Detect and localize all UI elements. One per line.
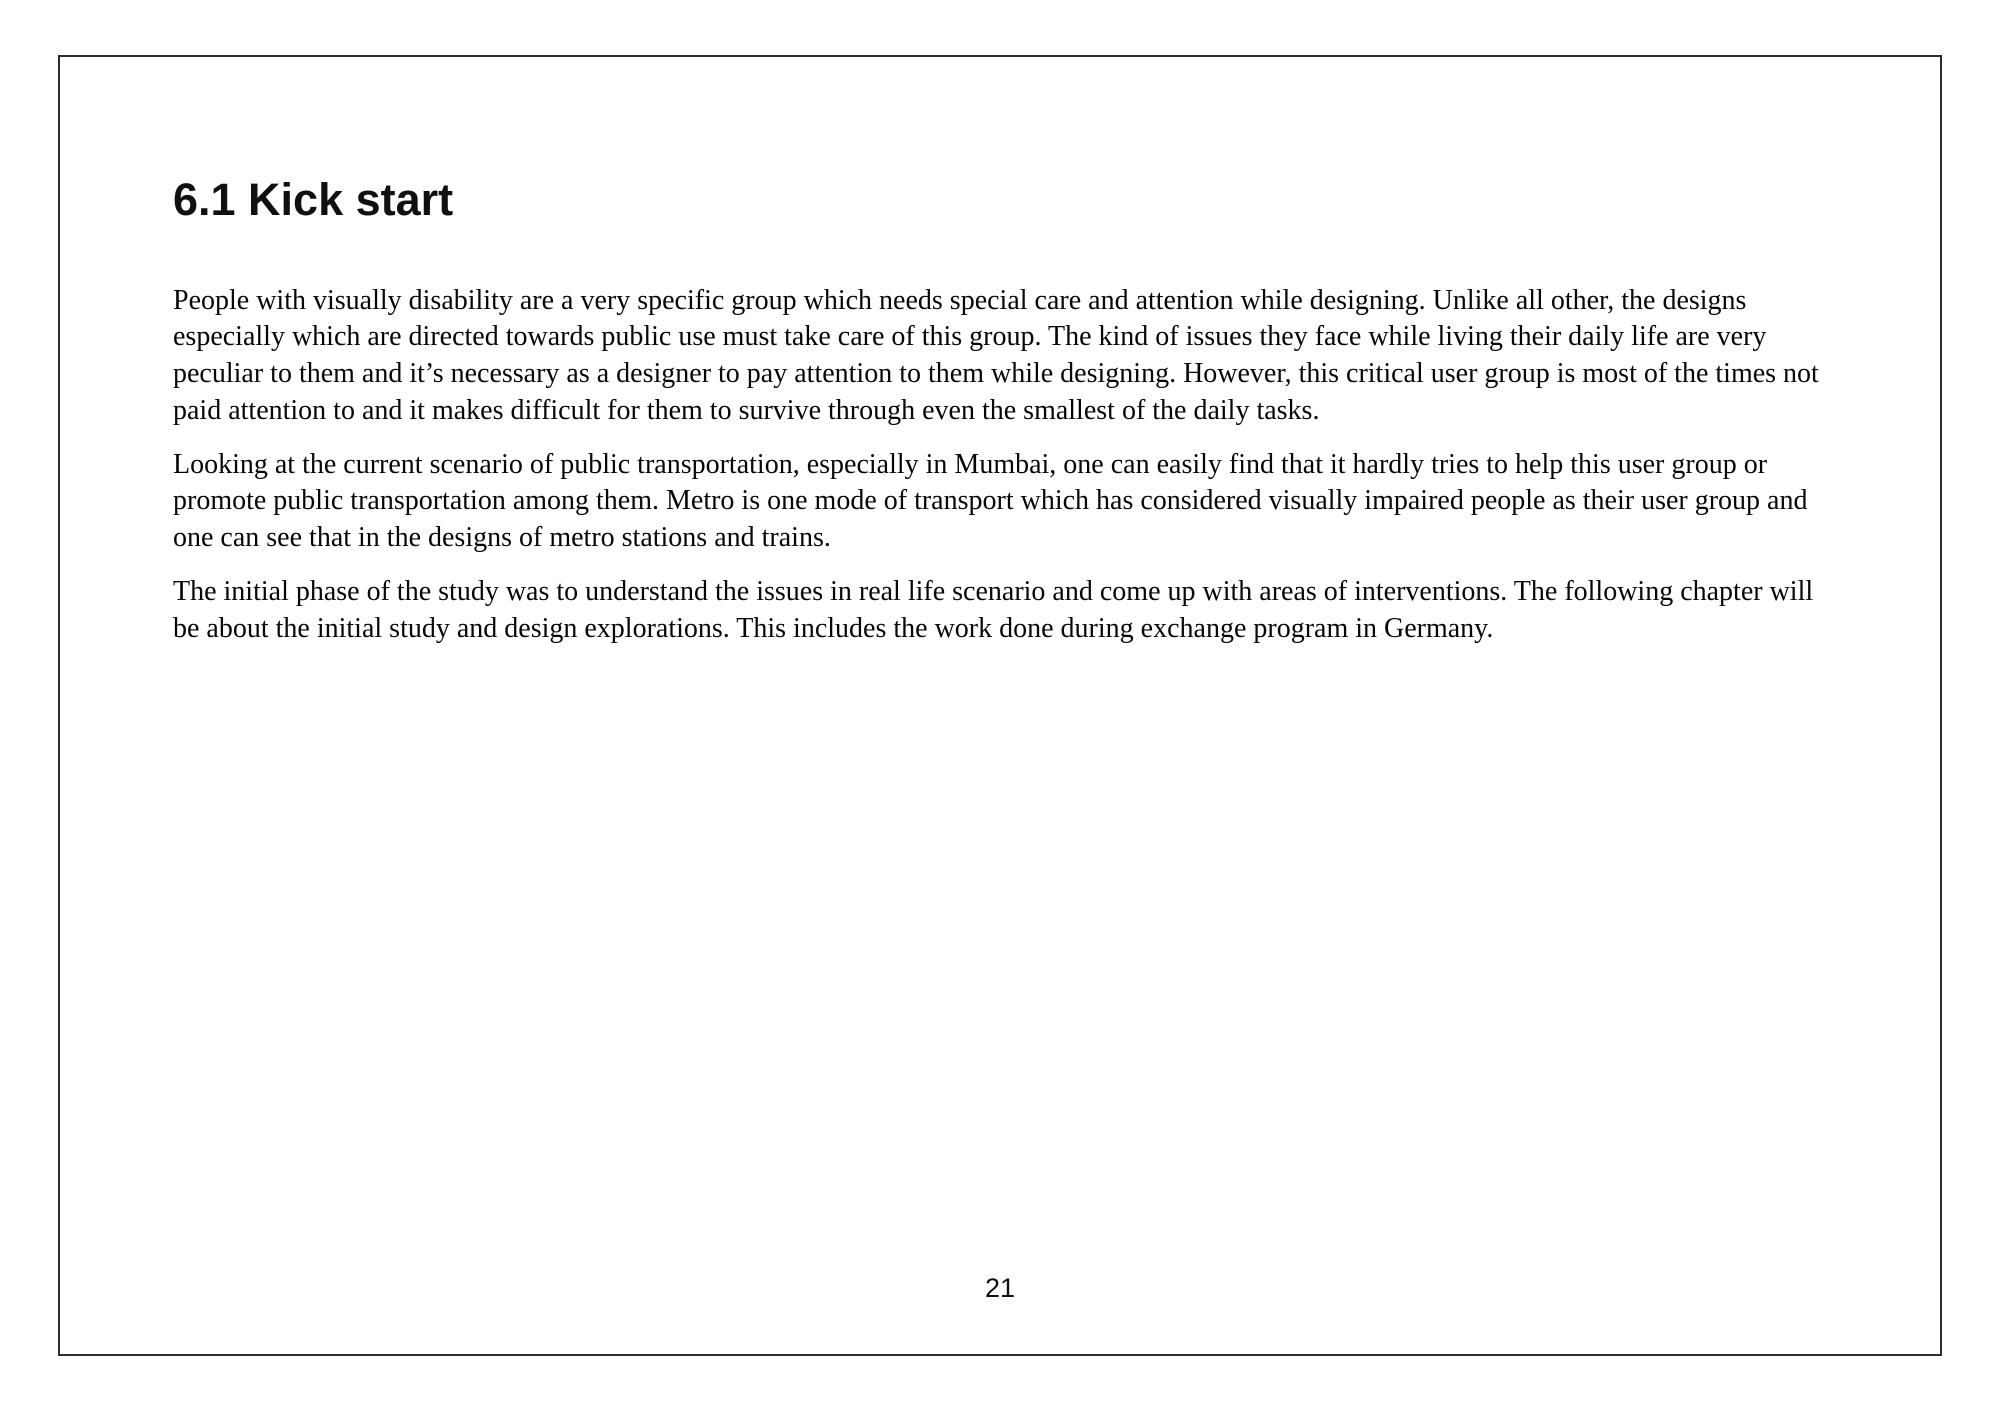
page-border-frame [58, 55, 1942, 1356]
section-heading: 6.1 Kick start [173, 174, 454, 225]
body-paragraph-2: Looking at the current scenario of public transportation, especially in Mumbai, one can easily find that it hardly tries to help this user group or promote public transportation among them. Metro is one mode of transport which has considered visually impaired people as their user group and one can see that in the designs of metro stations and trains. [173, 448, 1808, 554]
page-content [173, 175, 1827, 665]
page-number: 21 [984, 1273, 1016, 1303]
body-paragraph-1: People with visually disability are a very specific group which needs special care and attention while designing. Unlike all other, the designs especially which are directed towards public use must take care of this group. The kind of issues they face while living their daily life are very peculiar to them and it’s necessary as a designer to pay attention to them while designing. However, this critical user group is most of the times not paid attention to and it makes difficult for them to survive through even the smallest of the daily tasks. [173, 284, 1819, 426]
body-paragraph-3: The initial phase of the study was to understand the issues in real life scenario and come up with areas of interventions. The following chapter will be about the initial study and design explorations. This includes the work done during exchange program in Germany. [173, 576, 1814, 644]
